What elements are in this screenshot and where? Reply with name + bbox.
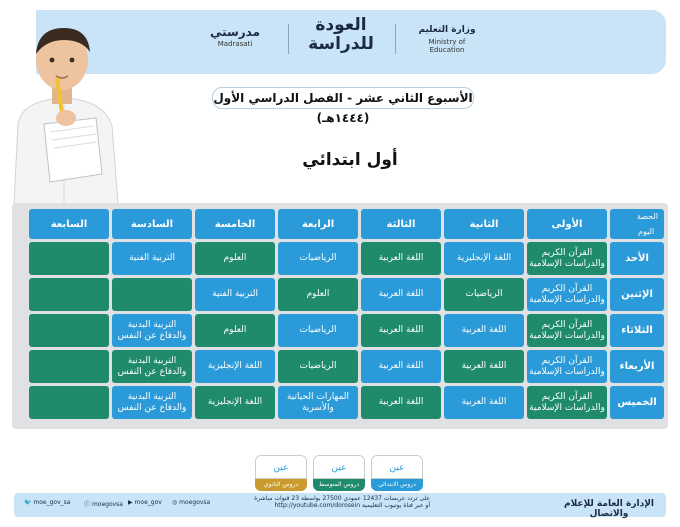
schedule-cell: اللغة العربية <box>361 350 441 383</box>
period-header: الخامسة <box>195 209 275 239</box>
badge-label: دروس الابتدائي <box>371 479 423 491</box>
back-to-school-text: العودة <box>315 15 367 35</box>
schedule-cell: العلوم <box>195 242 275 275</box>
schedule-cell: القرآن الكريم والدراسات الإسلامية <box>527 278 607 311</box>
badge-label: دروس المتوسط <box>313 479 365 491</box>
schedule-cell: اللغة الإنجليزية <box>195 386 275 419</box>
schedule-cell: التربية الفنية <box>112 242 192 275</box>
twitter-icon: 🐦 <box>24 499 32 506</box>
channel-badges <box>255 455 425 491</box>
ein-logo-icon: عين <box>255 455 307 479</box>
social-youtube[interactable] <box>128 499 162 506</box>
facebook-icon: ⓕ <box>84 501 91 508</box>
youtube-icon: ▶ <box>128 499 133 506</box>
schedule-cell: التربية البدنية والدفاع عن النفس <box>112 386 192 419</box>
day-label: الإثنين <box>610 278 664 311</box>
schedule-cell: القرآن الكريم والدراسات الإسلامية <box>527 386 607 419</box>
schedule-cell: اللغة العربية <box>361 242 441 275</box>
period-header: السادسة <box>112 209 192 239</box>
social-twitter-instagram[interactable] <box>24 499 70 506</box>
social-handle: moegovsa <box>91 501 123 508</box>
badge-secondary[interactable] <box>255 455 307 491</box>
schedule-cell: اللغة العربية <box>444 350 524 383</box>
schedule-cell: التربية البدنية والدفاع عن النفس <box>112 314 192 347</box>
schedule-cell: الرياضيات <box>278 242 358 275</box>
period-header: الرابعة <box>278 209 358 239</box>
madrasati-logo <box>198 24 272 48</box>
badge-primary[interactable] <box>371 455 423 491</box>
badge-intermediate[interactable] <box>313 455 365 491</box>
period-header: السابعة <box>29 209 109 239</box>
period-header: الثالثة <box>361 209 441 239</box>
schedule-cell: التربية البدنية والدفاع عن النفس <box>112 350 192 383</box>
day-label: الأربعاء <box>610 350 664 383</box>
schedule-cell: الرياضيات <box>278 314 358 347</box>
schedule-cell: اللغة الإنجليزية <box>444 242 524 275</box>
schedule-cell <box>29 314 109 347</box>
grade-title: أول ابتدائي <box>302 150 398 170</box>
schedule-cell: اللغة الإنجليزية <box>195 350 275 383</box>
period-header: الثانية <box>444 209 524 239</box>
social-handle: moe_gov_sa <box>33 499 71 506</box>
ein-logo-icon: عين <box>313 455 365 479</box>
badge-label: دروس الثانوي <box>255 479 307 491</box>
back-to-school-subtext: للدراسة <box>308 34 374 54</box>
social-handle: moegovsa <box>179 499 211 506</box>
week-banner: الأسبوع الثاني عشر - الفصل الدراسي الأول (١٤٤٤هـ) <box>212 87 474 109</box>
schedule-corner-header <box>610 209 664 239</box>
header-divider <box>395 24 396 54</box>
schedule-cell: الرياضيات <box>278 350 358 383</box>
back-to-school-logo <box>304 16 378 54</box>
schedule-cell: اللغة العربية <box>361 278 441 311</box>
schedule-cell: القرآن الكريم والدراسات الإسلامية <box>527 314 607 347</box>
moe-logo-text: وزارة التعليم <box>418 25 476 35</box>
broadcast-info <box>250 495 430 509</box>
schedule-cell: القرآن الكريم والدراسات الإسلامية <box>527 350 607 383</box>
social-handle: moe_gov <box>134 499 162 506</box>
schedule-cell: اللغة العربية <box>444 386 524 419</box>
schedule-table <box>12 203 668 429</box>
schedule-cell: العلوم <box>195 314 275 347</box>
schedule-cell: التربية الفنية <box>195 278 275 311</box>
corner-period-label: الحصة <box>636 212 658 221</box>
day-label: الثلاثاء <box>610 314 664 347</box>
schedule-cell: الرياضيات <box>444 278 524 311</box>
schedule-cell <box>29 350 109 383</box>
ein-logo-icon: عين <box>371 455 423 479</box>
period-header: الأولى <box>527 209 607 239</box>
schedule-cell <box>29 242 109 275</box>
schedule-cell: اللغة العربية <box>444 314 524 347</box>
social-web[interactable] <box>172 499 210 506</box>
schedule-cell: اللغة العربية <box>361 314 441 347</box>
broadcast-info-line: على تردد عربسات 12437 عمودي 27500 بواسطة 23 قنوات مباشرة <box>254 495 430 502</box>
day-label: الخميس <box>610 386 664 419</box>
moe-logo <box>412 22 482 54</box>
madrasati-logo-subtext: Madrasati <box>217 40 253 48</box>
schedule-cell <box>29 386 109 419</box>
schedule-cell <box>112 278 192 311</box>
student-illustration <box>4 14 124 204</box>
schedule-cell: العلوم <box>278 278 358 311</box>
schedule-cell: المهارات الحياتية والأسرية <box>278 386 358 419</box>
department-signature: الإدارة العامة للإعلام والاتصال <box>564 499 654 519</box>
schedule-cell <box>29 278 109 311</box>
social-facebook[interactable] <box>84 499 123 508</box>
schedule-cell: القرآن الكريم والدراسات الإسلامية <box>527 242 607 275</box>
schedule-cell: اللغة العربية <box>361 386 441 419</box>
madrasati-logo-text: مدرستي <box>209 25 261 39</box>
youtube-link[interactable]: أو عبر قناة يوتيوب التعليمية http://youtube.com/dorosein <box>274 502 430 509</box>
corner-day-label: اليوم <box>638 227 655 236</box>
globe-icon: ◎ <box>172 499 178 506</box>
moe-logo-subtext: Ministry of Education <box>428 38 466 54</box>
day-label: الأحد <box>610 242 664 275</box>
header-divider <box>288 24 289 54</box>
